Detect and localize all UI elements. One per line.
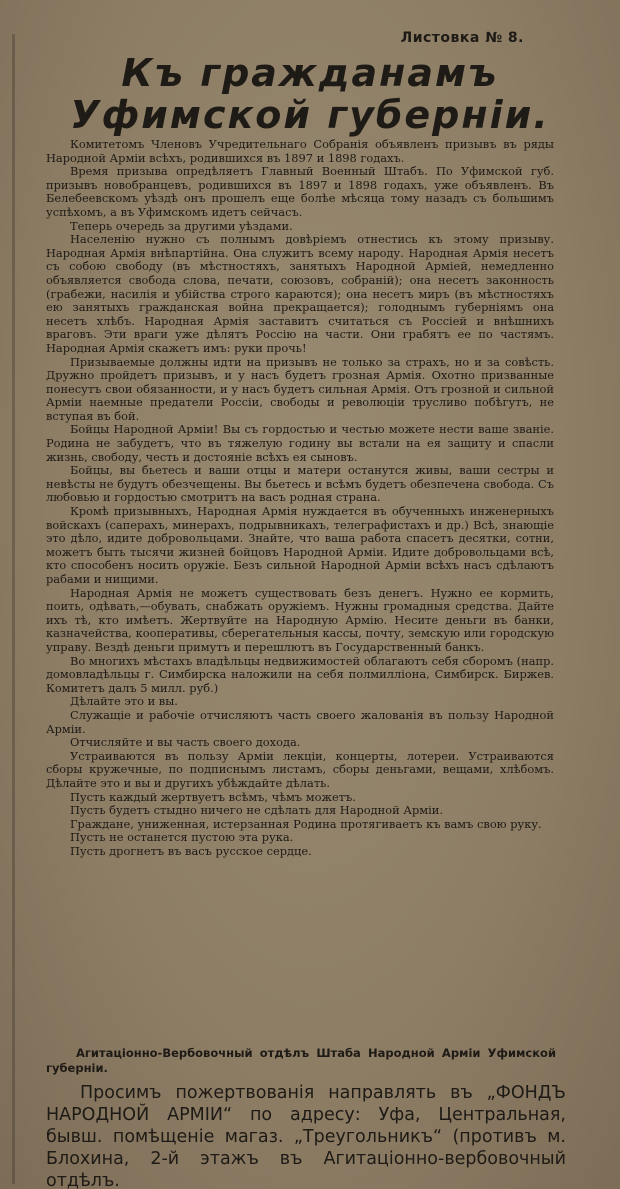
body-text bbox=[46, 138, 554, 858]
paragraph: Пусть каждый жертвуетъ всѣмъ, чѣмъ можетъ. bbox=[70, 789, 356, 804]
paragraph: Народная Армія не можетъ существовать безъ денегъ. Нужно ее кормить, поить, одѣвать,—обувать, снабжать оружіемъ. Нужны громадныя средства. Дайте ихъ тѣ, кто имѣетъ. Жертвуйте на Народную Армію. Несите деньги въ банки, казначейства, кооперативы, сберегательныя кассы, почту, земскую или городскую управу. Вездѣ деньги примутъ и перешлютъ въ Государственный банкъ. bbox=[46, 585, 554, 654]
left-edge-shadow bbox=[12, 34, 15, 1184]
paragraph: Пусть дрогнетъ въ васъ русское сердце. bbox=[70, 843, 312, 858]
paragraph: Населенію нужно съ полнымъ довѣріемъ отнестись къ этому призыву. Народная Армія внѣпартійна. Она служитъ всему народу. Народная Армія несетъ съ собою свободу (въ мѣстностяхъ, занятыхъ Народной Арміей, немедленно объявляется свобода слова, печати, союзовъ, собраній); она несетъ законность (грабежи, насилія и убійства строго караются); она несетъ миръ (въ мѣстностяхъ ею занятыхъ гражданская война прекращается); голоднымъ губерніямъ она несетъ хлѣбъ. Народная Армія заставитъ считаться съ Россіей и внѣшнихъ враговъ. Эти враги уже дѣлятъ Россію на части. Они грабятъ ее по частямъ. Народная Армія скажетъ имъ: руки прочь! bbox=[46, 232, 554, 355]
paragraph: Бойцы, вы бьетесь и ваши отцы и матери останутся живы, ваши сестры и невѣсты не будутъ обезчещены. Вы бьетесь и всѣмъ будетъ обезпечена свобода. Съ любовью и гордостью смотритъ на васъ родная страна. bbox=[46, 463, 554, 505]
paragraph: Во многихъ мѣстахъ владѣльцы недвижимостей облагаютъ себя сборомъ (напр. домовладѣльцы г. Симбирска наложили на себя полмилліона, Симбирск. Биржев. Комитетъ далъ 5 милл. руб.) bbox=[46, 653, 554, 695]
paragraph: Пусть будетъ стыдно ничего не сдѣлать для Народной Арміи. bbox=[70, 803, 443, 818]
donation-appeal: Просимъ пожертвованія направлять въ „ФОНДЪ НАРОДНОЙ АРМІИ“ по адресу: Уфа, Центральная, бывш. помѣщеніе магаз. „Треугольникъ“ (противъ м. Блохина, 2-й этажъ въ Агитаціонно-вербовочный отдѣлъ. bbox=[46, 1083, 566, 1189]
leaflet-number: Листовка № 8. bbox=[400, 30, 524, 46]
paragraph: Служащіе и рабочіе отчисляютъ часть своего жалованія въ пользу Народной Арміи. bbox=[46, 707, 554, 736]
page-title: Къ гражданамъ Уфимской губерніи. bbox=[70, 51, 550, 137]
signature: Агитаціонно-Вербовочный отдѣлъ Штаба Народной Арміи Уфимской губерніи. bbox=[46, 1046, 556, 1075]
paragraph: Граждане, униженная, истерзанная Родина протягиваетъ къ вамъ свою руку. bbox=[70, 816, 542, 831]
paragraph: Теперь очередь за другими уѣздами. bbox=[70, 218, 293, 233]
paragraph: Кромѣ призывныхъ, Народная Армія нуждается въ обученныхъ инженерныхъ войскахъ (саперахъ, минерахъ, подрывникахъ, телеграфистахъ и др.) Всѣ, знающіе это дѣло, идите добровольцами. Знайте, что ваша работа спасетъ десятки, сотни, можетъ быть тысячи жизней бойцовъ Народной Арміи. Идите добровольцами всѣ, кто способенъ носить оружіе. Безъ сильной Народной Арміи всѣхъ насъ сдѣлаютъ рабами и нищими. bbox=[46, 504, 554, 586]
paragraph: Пусть не останется пустою эта рука. bbox=[70, 830, 294, 845]
paragraph: Отчисляйте и вы часть своего дохода. bbox=[70, 735, 301, 750]
paragraph: Время призыва опредѣляетъ Главный Военный Штабъ. По Уфимской губ. призывъ новобранцевъ, родившихся въ 1897 и 1898 годахъ, уже объявленъ. Въ Белебеевскомъ уѣздѣ онъ прошелъ еще болѣе мѣсяца тому назадъ съ большимъ успѣхомъ, а въ Уфимскомъ идетъ сейчасъ. bbox=[46, 164, 554, 219]
paragraph: Призываемые должны идти на призывъ не только за страхъ, но и за совѣсть. Дружно пройдетъ призывъ, и у насъ будетъ грозная Армія. Охотно призванные понесутъ свои обязанности, и у насъ будетъ сильная Армія. Отъ грозной и сильной Арміи наемные предатели Россіи, свободы и революціи трусливо побѣгутъ, не вступая въ бой. bbox=[46, 354, 554, 423]
paragraph: Комитетомъ Членовъ Учредительнаго Собранія объявленъ призывъ въ ряды Народной Арміи всѣхъ, родившихся въ 1897 и 1898 годахъ. bbox=[46, 137, 554, 165]
paragraph: Дѣлайте это и вы. bbox=[70, 694, 178, 709]
paragraph: Устраиваются въ пользу Арміи лекціи, концерты, лотереи. Устраиваются сборы кружечные, по подписнымъ листамъ, сборы деньгами, вещами, хлѣбомъ. Дѣлайте это и вы и другихъ убѣждайте дѣлать. bbox=[46, 748, 554, 790]
paragraph: Бойцы Народной Арміи! Вы съ гордостью и честью можете нести ваше званіе. Родина не забудетъ, что въ тяжелую годину вы встали на ея защиту и спасли жизнь, свободу, честь и достояніе всѣхъ ея сыновъ. bbox=[46, 422, 554, 464]
